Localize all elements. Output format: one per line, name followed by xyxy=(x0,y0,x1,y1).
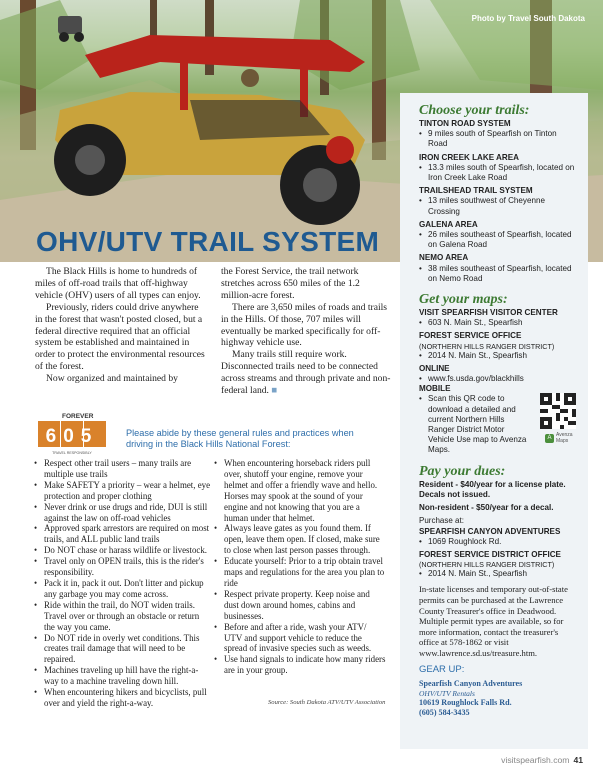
intro-paragraph-text: Many trails still require work. Disconnected trails need to be connected across streams and through private and non-federal land. xyxy=(221,349,391,397)
map-source-address: • 2014 N. Main St., Spearfish xyxy=(419,351,578,361)
map-online-link[interactable]: • www.fs.usda.gov/blackhills xyxy=(419,374,578,384)
rule-item: • When encountering hikers and bicyclists, pull over and yield the right-a-way. xyxy=(34,687,212,709)
avenza-logo-icon: A xyxy=(545,434,554,443)
qr-code-icon[interactable] xyxy=(540,393,576,429)
avenza-badge xyxy=(545,433,576,444)
rule-item: • Ride within the trail, do NOT widen trails. Travel over or through an obstacle or return the way you came. xyxy=(34,600,212,633)
mobile-map-text: • Scan this QR code to download a detailed and current Northern Hills Ranger District Motor Vehicle Use map to Avenza Maps. xyxy=(419,394,531,455)
rule-item: • When encountering horseback riders pull over, shutoff your engine, remove your helmet and offer a friendly wave and hello. Horses may spook at the sound of your engine and not knowing that you are a human under that helmet. xyxy=(214,458,386,523)
trail-name: TINTON ROAD SYSTEM xyxy=(419,119,511,128)
rule-item: • Never drink or use drugs and ride, DUI is still against the law on off-road vehicles xyxy=(34,502,212,524)
intro-paragraph: The Black Hills is home to hundreds of miles of off-road trails that off-highway vehicle (OHV) users of all types can enjoy. xyxy=(35,266,201,301)
page-title: OHV/UTV TRAIL SYSTEM xyxy=(36,226,380,257)
trail-item xyxy=(419,220,578,251)
permit-note: In-state licenses and temporary out-of-state permits can be purchased at the Lawrence County Treasurer's office in Deadwood. Multiple permit types are available, so for more information, contact the treasurer's office at 578-1862 or visit www.lawrence.sd.us/treasure.htm. xyxy=(419,584,568,658)
rules-source: Source: South Dakota ATV/UTV Association xyxy=(268,699,386,706)
trail-detail: • 13.3 miles south of Spearfish, located on Iron Creek Lake Road xyxy=(419,163,578,183)
mobile-map-block xyxy=(419,384,578,455)
rule-item: • Do NOT ride in overly wet conditions. This creates trail damage that will need to be repaired. xyxy=(34,633,212,666)
vendor-address: • 2014 N. Main St., Spearfish xyxy=(419,569,578,579)
rental-sub: OHV/UTV Rentals xyxy=(419,689,475,699)
rule-item: • Respect other trail users – many trails are multiple use trails xyxy=(34,458,212,480)
rule-item: • Machines traveling up hill have the right-a-way to a machine traveling down hill. xyxy=(34,665,212,687)
intro-paragraph: Previously, riders could drive anywhere in the forest that wasn't posted closed, but a federal directive required that an official system be established and maintained in order to protect the environmental resources of the forest. xyxy=(35,301,205,373)
trail-name: IRON CREEK LAKE AREA xyxy=(419,152,519,162)
rules-list-left xyxy=(34,458,212,709)
map-source-name: VISIT SPEARFISH VISITOR CENTER xyxy=(419,308,558,318)
trail-detail: • 9 miles south of Spearfish on Tinton Road xyxy=(419,129,578,149)
trail-detail: • 38 miles southeast of Spearfish, located on Nemo Road xyxy=(419,264,578,284)
vendor-name: SPEARFISH CANYON ADVENTURES xyxy=(419,526,561,536)
map-source-address: • 603 N. Main St., Spearfish xyxy=(419,318,578,328)
trail-item xyxy=(419,186,578,217)
intro-column-1 xyxy=(35,266,207,385)
avenza-label: Avenza Maps xyxy=(556,432,573,444)
end-mark-icon: ■ xyxy=(271,385,278,397)
forever-605-logo xyxy=(36,410,116,456)
page-footer xyxy=(501,755,583,765)
rule-item: • Before and after a ride, wash your ATV/ UTV and support vehicle to reduce the spread of invasive species such as weeds. xyxy=(214,622,386,655)
map-source-name: MOBILE xyxy=(419,384,451,394)
map-source-sub: (NORTHERN HILLS RANGER DISTRICT) xyxy=(419,341,555,351)
rental-address: 10619 Roughlock Falls Rd. xyxy=(419,698,512,708)
rule-item: • Respect private property. Keep noise and dust down around homes, cabins and businesses. xyxy=(214,589,386,622)
intro-paragraph xyxy=(221,349,393,397)
vendor-sub: (NORTHERN HILLS RANGER DISTRICT) xyxy=(419,560,555,570)
footer-site: visitspearfish.com xyxy=(501,755,570,765)
rental-phone: (605) 584-3435 xyxy=(419,708,470,718)
trail-name: NEMO AREA xyxy=(419,253,469,263)
rule-item: • Pack it in, pack it out. Don't litter and pickup any garbage you may come across. xyxy=(34,578,212,600)
maps-heading: Get your maps: xyxy=(419,292,508,308)
rule-item: • Make SAFETY a priority – wear a helmet, eye protection and proper clothing xyxy=(34,480,212,502)
map-source-name: ONLINE xyxy=(419,363,450,373)
trail-item xyxy=(419,253,578,284)
trails-heading: Choose your trails: xyxy=(419,103,530,118)
dues-heading: Pay your dues: xyxy=(419,463,506,479)
rules-list-right xyxy=(214,458,386,676)
vendor-name: FOREST SERVICE DISTRICT OFFICE xyxy=(419,549,561,559)
rule-item: • Educate yourself: Prior to a trip obtain travel maps and regulations for the area you plan to ride xyxy=(214,556,386,589)
page-number: 41 xyxy=(573,755,583,765)
rules-box xyxy=(28,402,390,728)
dues-nonresident: Non-resident - $50/year for a decal. xyxy=(419,503,554,513)
rule-item: • Travel only on OPEN trails, this is the rider's responsibility. xyxy=(34,556,212,578)
badge-number: 605 xyxy=(45,426,99,447)
trail-name: GALENA AREA xyxy=(419,219,478,229)
rule-item: • Do NOT chase or harass wildlife or livestock. xyxy=(34,545,212,556)
map-source-name: FOREST SERVICE OFFICE xyxy=(419,331,522,341)
rule-item: • Always leave gates as you found them. If open, leave them open. If closed, make sure to close when last person passes through. xyxy=(214,523,386,556)
trail-detail: • 26 miles southeast of Spearfish, located on Galena Road xyxy=(419,230,578,250)
info-sidebar xyxy=(400,93,588,749)
rules-heading: Please abide by these general rules and practices when driving in the Black Hills National Forest: xyxy=(126,428,354,449)
trail-detail: • 13 miles southwest of Cheyenne Crossing xyxy=(419,196,578,216)
intro-paragraph: There are 3,650 miles of roads and trails in the Hills. Of those, 707 miles will eventually be marked specifically for off-highway vehicle use. xyxy=(221,301,388,349)
rule-item: • Use hand signals to indicate how many riders are in your group. xyxy=(214,654,386,676)
purchase-at-label: Purchase at: xyxy=(419,516,464,526)
badge-top-text: FOREVER xyxy=(62,413,94,420)
trail-name: TRAILSHEAD TRAIL SYSTEM xyxy=(419,186,533,196)
badge-tagline: TRAVEL RESPONSIBLY xyxy=(52,451,92,455)
trail-item xyxy=(419,119,578,150)
intro-paragraph: the Forest Service, the trail network stretches across 650 miles of the 1.2 million-acre forest. xyxy=(221,266,360,301)
intro-paragraph: Now organized and maintained by xyxy=(46,373,178,385)
rule-item: • Approved spark arrestors are required on most trails, and ALL public land trails xyxy=(34,523,212,545)
vendor-address: • 1069 Roughlock Rd. xyxy=(419,537,578,547)
rental-name: Spearfish Canyon Adventures xyxy=(419,679,523,689)
gear-up-heading: GEAR UP: xyxy=(419,664,465,676)
dues-resident: Resident - $40/year for a license plate. Decals not issued. xyxy=(419,479,566,499)
trail-item xyxy=(419,153,578,184)
intro-column-2 xyxy=(221,266,393,397)
photo-credit: Photo by Travel South Dakota xyxy=(471,14,585,23)
